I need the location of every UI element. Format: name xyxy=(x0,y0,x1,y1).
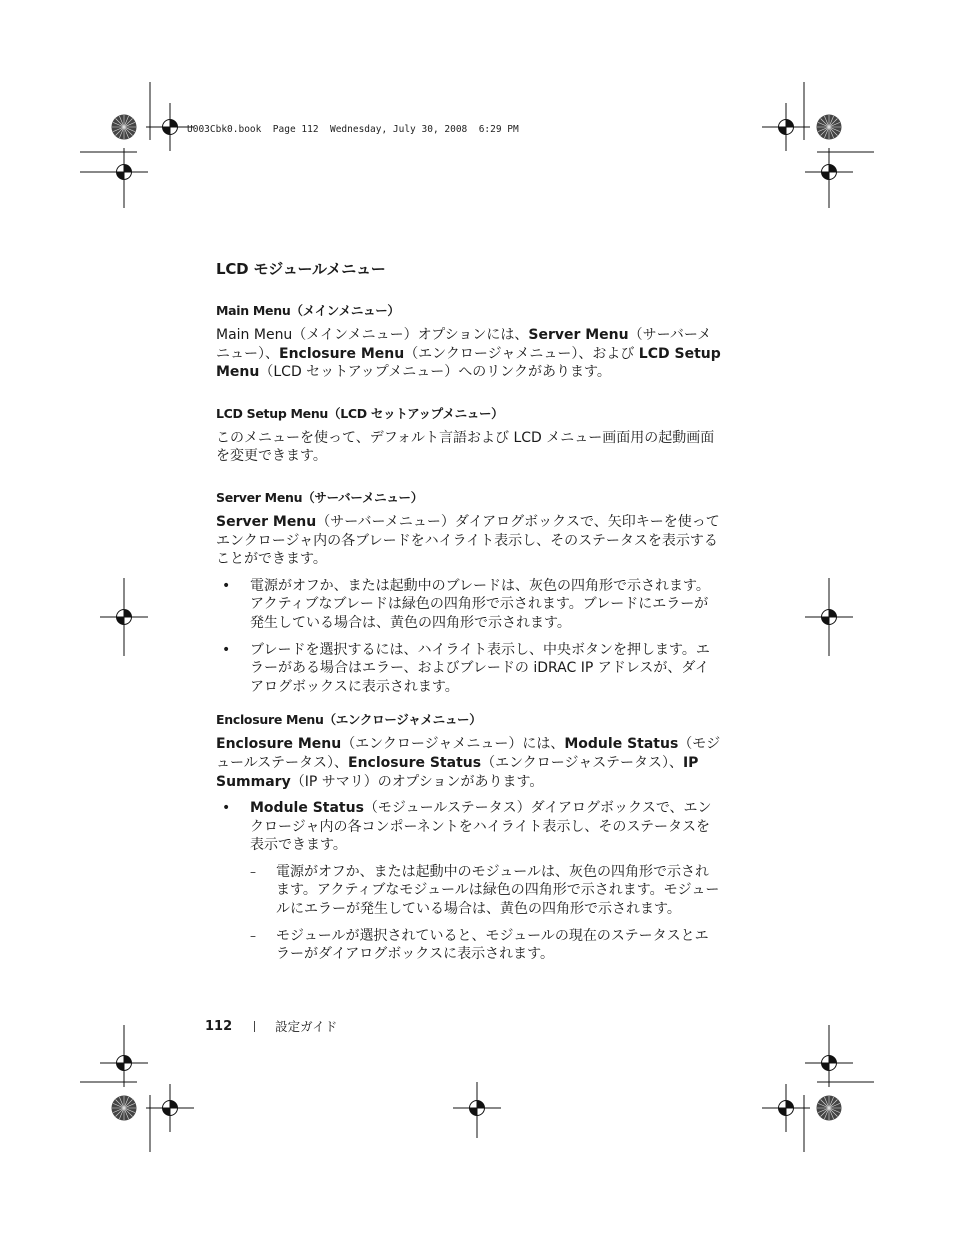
body-text: （サーバーメニュー）、 xyxy=(216,327,712,362)
section-server-menu xyxy=(216,488,721,696)
page-content xyxy=(216,258,721,972)
body-text: Main Menu（メインメニュー）オプションには、 xyxy=(216,327,529,343)
heading-en: Main Menu xyxy=(216,303,291,318)
list-item-text: モジュールが選択されていると、モジュールの現在のステータスとエラーがダイアログボックスに表示されます。 xyxy=(276,927,709,963)
section-heading xyxy=(216,488,721,506)
term-ip-summary: IP Summary xyxy=(216,754,699,790)
term-enclosure-status: Enclosure Status xyxy=(348,754,482,771)
list-item xyxy=(216,799,721,964)
page-number: 112 xyxy=(205,1018,233,1034)
list-item xyxy=(250,863,721,919)
term-enclosure-menu: Enclosure Menu xyxy=(216,736,342,753)
body-text: （IP サマリ）のオプションがあります。 xyxy=(290,773,544,790)
dash-icon: – xyxy=(250,928,256,943)
registration-target-icon xyxy=(146,1084,194,1132)
page-title: LCD モジュールメニュー xyxy=(216,260,386,278)
section-main-menu xyxy=(216,301,721,382)
heading-en: Enclosure Menu xyxy=(216,712,324,728)
term-enclosure-menu: Enclosure Menu xyxy=(279,345,405,362)
list-item-text: （モジュールステータス）ダイアログボックスで、エンクロージャ内の各コンポーネントをハイライト表示し、そのステータスを表示できます。 xyxy=(250,800,712,854)
list-item xyxy=(216,641,721,697)
bullet-icon: • xyxy=(222,641,231,658)
body-text: （モジュールステータス）、 xyxy=(216,736,721,771)
registration-target-icon xyxy=(762,103,810,151)
term-module-status: Module Status xyxy=(250,800,364,817)
body-text: （エンクロージャステータス）、 xyxy=(481,754,683,771)
section-body: このメニューを使って、デフォルト言語および LCD メニュー画面用の起動画面を変更できます。 xyxy=(216,429,715,465)
starburst-icon xyxy=(112,1096,137,1121)
footer-divider xyxy=(254,1021,255,1032)
section-body xyxy=(216,326,721,382)
body-text: （エンクロージャメニュー）、および xyxy=(404,345,639,362)
list-item xyxy=(250,927,721,964)
guide-title: 設定ガイド xyxy=(275,1019,338,1034)
heading-ja: （エンクロージャメニュー） xyxy=(323,712,482,728)
list-item-text: 電源がオフか、または起動中のブレードは、灰色の四角形で示されます。アクティブなブレードは緑色の四角形で示されます。ブレードにエラーが発生している場合は、黄色の四角形で示されます。 xyxy=(250,577,710,631)
body-text: （サーバーメニュー）ダイアログボックスで、矢印キーを使ってエンクロージャ内の各ブレードをハイライト表示し、そのステータスを表示することができます。 xyxy=(216,513,720,568)
bullet-list xyxy=(216,577,721,697)
section-heading xyxy=(216,710,721,728)
page-footer xyxy=(205,1017,337,1035)
starburst-icon xyxy=(817,115,842,140)
starburst-icon xyxy=(112,115,137,140)
heading-en: Server Menu xyxy=(216,489,303,505)
list-item-text: 電源がオフか、または起動中のモジュールは、灰色の四角形で示されます。アクティブなモジュールは緑色の四角形で示されます。モジュールにエラーが発生している場合は、黄色の四角形で示されます。 xyxy=(276,863,720,918)
section-lcd-setup-menu xyxy=(216,404,721,466)
section-body xyxy=(216,735,721,791)
section-enclosure-menu xyxy=(216,710,721,964)
body-text: （LCD セットアップメニュー）へのリンクがあります。 xyxy=(259,364,611,381)
heading-ja: （LCD セットアップメニュー） xyxy=(328,405,504,421)
list-item xyxy=(216,577,721,633)
registration-target-icon xyxy=(762,1084,810,1132)
starburst-icon xyxy=(817,1096,842,1121)
section-heading xyxy=(216,404,721,422)
section-heading xyxy=(216,301,721,319)
bullet-list xyxy=(216,799,721,964)
term-server-menu: Server Menu xyxy=(528,327,629,343)
term-lcd-setup-menu: LCD Setup Menu xyxy=(216,345,721,381)
list-item-text: ブレードを選択するには、ハイライト表示し、中央ボタンを押します。エラーがある場合はエラー、およびブレードの iDRAC IP アドレスが、ダイアログボックスに表示されます。 xyxy=(250,641,710,695)
heading-ja: （メインメニュー） xyxy=(290,303,400,318)
heading-en: LCD Setup Menu xyxy=(216,405,329,421)
dash-icon: – xyxy=(250,864,256,879)
body-text: （エンクロージャメニュー）には、 xyxy=(341,736,565,753)
heading-ja: （サーバーメニュー） xyxy=(302,489,423,505)
section-body xyxy=(216,513,721,569)
bullet-icon: • xyxy=(222,577,231,594)
term-module-status: Module Status xyxy=(564,736,679,753)
bullet-icon: • xyxy=(222,800,231,817)
dash-list xyxy=(250,863,721,964)
book-header: U003Cbk0.book Page 112 Wednesday, July 30, 2008 6:29 PM xyxy=(187,124,519,135)
term-server-menu: Server Menu xyxy=(216,513,317,530)
